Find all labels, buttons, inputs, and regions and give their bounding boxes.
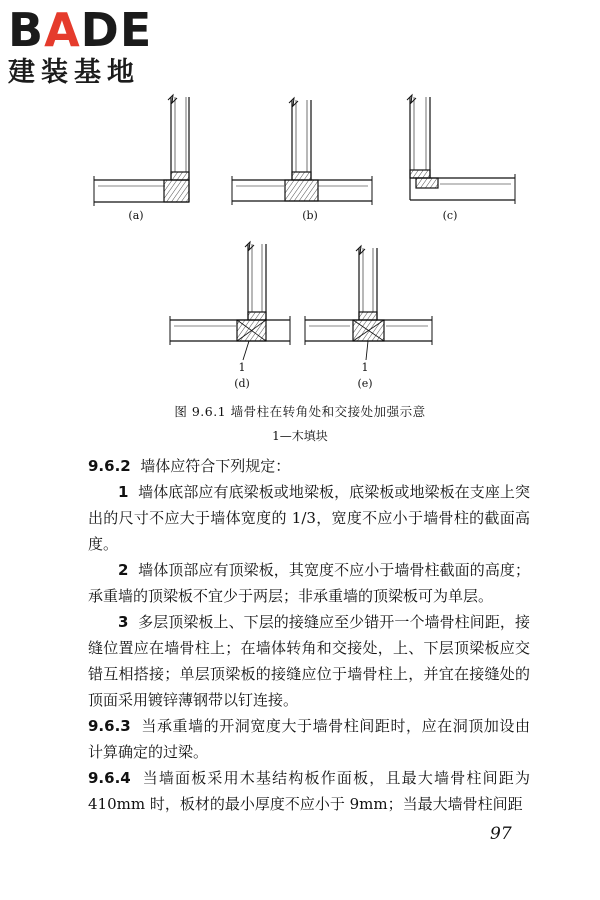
clause-9-6-2 [88, 453, 530, 479]
callout-number-e: 1 [361, 361, 369, 374]
figure-a [94, 95, 189, 206]
item-3 [88, 609, 530, 713]
page-number: 97 [490, 824, 512, 844]
item-text: 墙体顶部应有顶梁板，其宽度不应小于墙骨柱截面的高度；承重墙的顶梁板不宜少于两层；非承重墙的顶梁板可为单层。 [88, 561, 530, 605]
item-text: 多层顶梁板上、下层的接缝应至少错开一个墙骨柱间距，接缝位置应在墙骨柱上；在墙体转角和交接处，上、下层顶梁板应交错互相搭接；单层顶梁板的接缝应位于墙骨柱上，并宜在接缝处的顶面采用镀锌薄钢带以钉连接。 [88, 613, 530, 709]
item-number: 1 [118, 483, 129, 501]
figure-label-c: (c) [442, 209, 458, 222]
logo-letters-2: DE [80, 3, 153, 57]
logo-subtitle: 建装基地 [8, 57, 140, 88]
figure-caption: 图 9.6.1 墙骨柱在转角处和交接处加强示意 [174, 404, 426, 419]
figure-c [407, 95, 515, 204]
stud-reinforcement-figure [0, 0, 600, 400]
clause-number: 9.6.3 [88, 717, 131, 735]
clause-number: 9.6.4 [88, 769, 131, 787]
item-1 [88, 479, 530, 557]
item-text: 墙体底部应有底梁板或地梁板，底梁板或地梁板在支座上突出的尺寸不应大于墙体宽度的 1/3，宽度不应小于墙骨柱的截面高度。 [88, 483, 530, 553]
body-text [88, 453, 530, 817]
clause-text: 墙体应符合下列规定： [140, 457, 291, 475]
callout-number-d: 1 [238, 361, 246, 374]
clause-9-6-4 [88, 765, 530, 817]
item-2 [88, 557, 530, 609]
figure-b [232, 98, 372, 205]
item-number: 3 [118, 613, 129, 631]
figure-label-b: (b) [302, 209, 318, 222]
figure-d [170, 242, 290, 360]
figure-label-d: (d) [234, 377, 250, 390]
figure-note: 1—木填块 [272, 429, 328, 443]
logo-letters-1: B [8, 3, 45, 57]
figure-e [305, 246, 432, 360]
figure-label-a: (a) [128, 209, 144, 222]
clause-text: 当承重墙的开洞宽度大于墙骨柱间距时，应在洞顶加设由计算确定的过梁。 [88, 717, 530, 761]
clause-text: 当墙面板采用木基结构板作面板，且最大墙骨柱间距为 410mm 时，板材的最小厚度不应小于 9mm；当最大墙骨柱间距 [88, 769, 530, 813]
figure-label-e: (e) [357, 377, 373, 390]
clause-9-6-3 [88, 713, 530, 765]
item-number: 2 [118, 561, 129, 579]
clause-number: 9.6.2 [88, 457, 131, 475]
logo-letter-accent: A [44, 3, 81, 57]
